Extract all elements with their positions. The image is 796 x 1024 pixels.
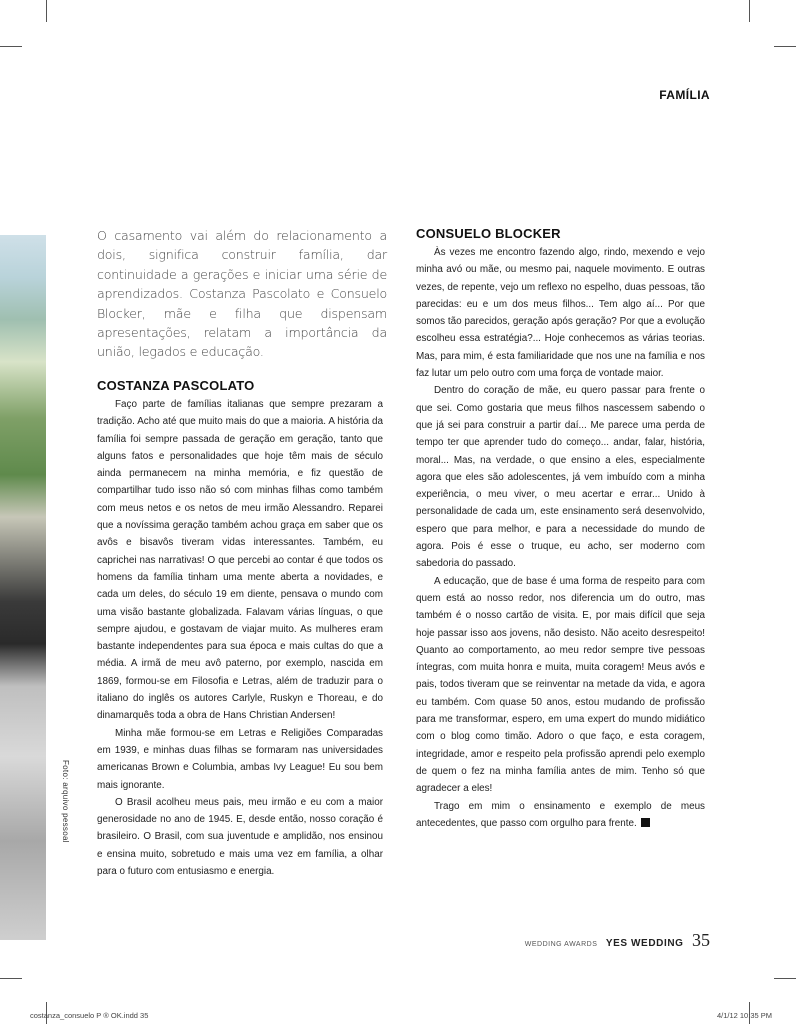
paragraph: Minha mãe formou-se em Letras e Religiões Comparadas em 1939, e minhas duas filhas se formaram nas universidades americanas Brown e Columbia, ambas Ivy League! Eu sou bem mais ignorante. (97, 727, 383, 791)
paragraph: O Brasil acolheu meus pais, meu irmão e eu com a maior generosidade no ano de 1945. E, desde então, nosso coração é brasileiro. O Brasil, com sua juventude e amplidão, nos ensinou e ensina muito, sobretudo e mais uma vez em família, a olhar para o futuro com entusiasmo e energia. (97, 796, 383, 878)
footer-magazine: YES WEDDING (605, 938, 684, 949)
left-column-heading: COSTANZA PASCOLATO (97, 378, 255, 393)
crop-mark (0, 46, 22, 47)
photo-strip (0, 235, 46, 940)
crop-mark (774, 978, 796, 979)
footer-brand (525, 930, 710, 951)
crop-mark (749, 0, 750, 22)
crop-mark (0, 978, 22, 979)
paragraph-text: Trago em mim o ensinamento e exemplo de meus antecedentes, que passo com orgulho para frente. (416, 800, 705, 829)
left-column (97, 378, 383, 880)
crop-mark (46, 0, 47, 22)
paragraph: Às vezes me encontro fazendo algo, rindo, mexendo e vejo minha avó ou mãe, ou mesmo pai, naquele movimento. E outras vezes, de repente, vejo um reflexo no espelho, duas pessoas, tão parecidas: eu e um dos meus filhos... Tem algo aí... Por que somos tão parecidos, geração após geração? Por que a evolução escolheu essa estratégia?... Hoje conhecemos as várias teorias. Mas, para mim, é esta familiaridade que nos une na família e nos faz lutar um pelo outro com uma força de vontade maior. (416, 247, 705, 380)
paragraph: A educação, que de base é uma forma de respeito para com quem está ao nosso redor, nos diferencia um do outro, mas também é o nosso cartão de visita. E, por mais difícil que seja hoje passar isso aos jovens, não desisto. Não aceito desrespeito! Quanto ao comportamento, ao meu redor sempre tive pessoas íntegras, com muita honra e muita, muita coragem! Meus avós e pais, todos tiveram que se reinventar na metade da vida, e agora eu também. Com quase 50 anos, estou mudando de profissão para me transformar, espero, em uma expert do mundo midiático com o blog como timão. Adoro o que faço, e esta coragem, integridade, amor e respeito pela profissão aprendi pelo exemplo de quem o fez na minha família antes de mim. Tenho só que agradecer a eles! (416, 575, 705, 795)
slug-file: costanza_consuelo P ® OK.indd 35 (30, 1011, 149, 1020)
paragraph-last (416, 798, 705, 833)
footer-event: WEDDING AWARDS (524, 941, 598, 948)
right-column (416, 226, 705, 832)
paragraph: Faço parte de famílias italianas que sempre prezaram a tradição. Acho até que muito mais do que a maioria. A história da família foi sempre passada de geração em geração, tanto que alguns fatos e personalidades que hoje têm mais de século ainda permanecem na minha memória, e fiz questão de compartilhar tudo isso não só com minhas filhas como também com meus netos e os netos de meu irmão Alessandro. Reparei que a novíssima geração também achou graça em saber que os avôs e bisavôs tiveram vidas interessantes. Também, eu caprichei nas narrativas! O que percebi ao contar é que todos os homens da família tinham uma mente aberta a novidades, e cada um deles, do século 19 em diente, pensava o mundo com uma visão bastante globalizada. Falavam várias línguas, o que sempre ajudou, e gostavam de viajar muito. As mulheres eram bastante independentes para sua época e mais cultas do que a média. A irmã de meu avô paterno, por exemplo, nascida em 1869, formou-se em Filosofia e Letras, além de traduzir para o italiano do inglês os autores Carlyle, Ruskyn e Thoreau, e do dinamarquês toda a obra de Hans Christian Andersen! (97, 399, 383, 722)
section-label: FAMÍLIA (659, 88, 710, 102)
end-mark-icon (641, 818, 650, 827)
intro-text: O casamento vai além do relacionamento a dois, significa construir família, dar continuidade a gerações e iniciar uma série de aprendizados. Costanza Pascolato e Consuelo Blocker, mãe e filha que dispensam apresentações, relatam a importância da união, legados e educação. (97, 228, 387, 360)
photo-credit: Foto: arquivo pessoal (61, 760, 70, 843)
crop-mark (774, 46, 796, 47)
right-column-heading: CONSUELO BLOCKER (416, 226, 561, 241)
page-number: 35 (692, 930, 710, 950)
slug-timestamp: 4/1/12 10:35 PM (716, 1011, 772, 1020)
paragraph: Dentro do coração de mãe, eu quero passar para frente o que sei. Como gostaria que meus filhos nascessem sabendo o que já sei para construir a partir daí... Me parece uma perda de tempo ter que aprender tudo do começo... andar, falar, história, moral... Mas, na verdade, o que ensino a eles, especialmente agora que eles são adolescentes, já vem imbuído com a minha experiência, o meu viver, o meu acertar e errar... Unido à personalidade de cada um, este ensinamento será desenvolvido, espero que para melhor, e para a necessidade do mundo de agora. Pois é esse o truque, eu acho, ser moderno com sabedoria do passado. (416, 385, 705, 570)
